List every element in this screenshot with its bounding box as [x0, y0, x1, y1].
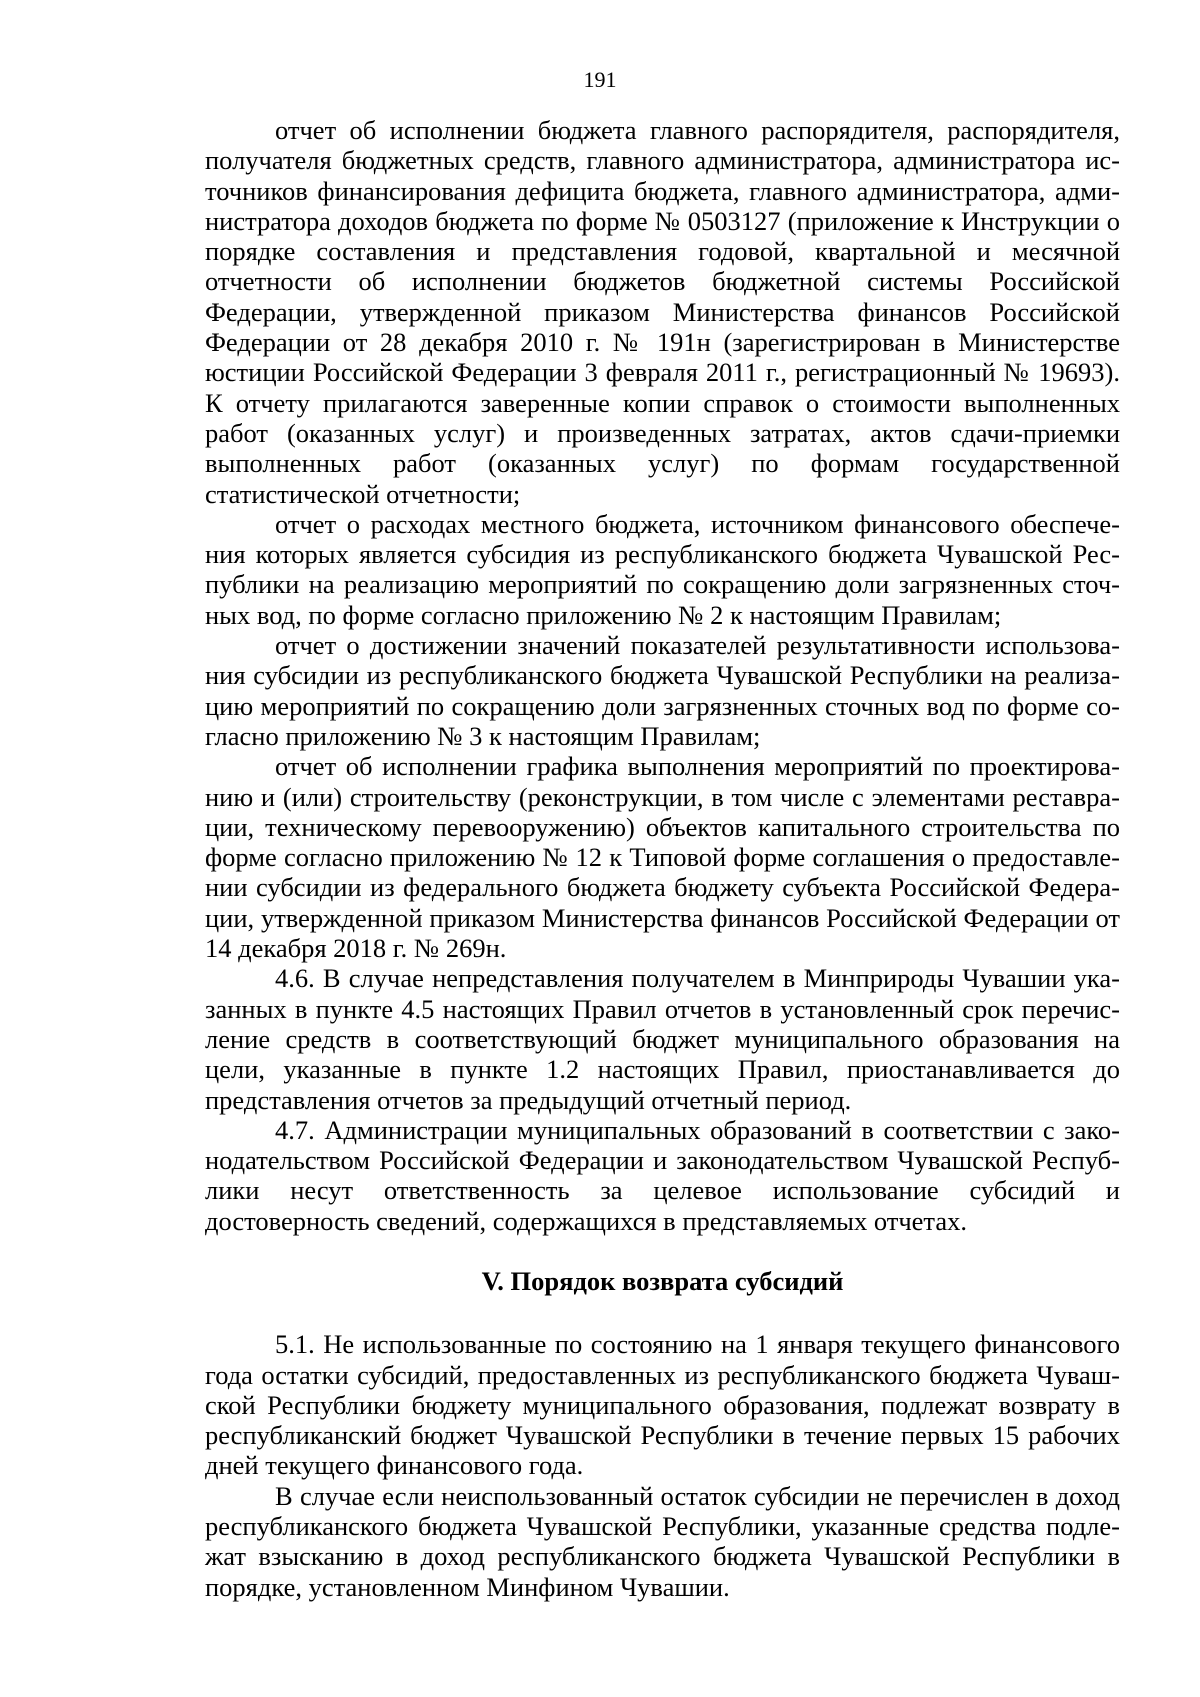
paragraph-report-schedule-execution: отчет об исполнении графика выполнения мероприятий по проектированию и (или) строительству (реконструкции, в том числе с элементами реставрации, техническому перевооружению) объектов капитального строительства по форме согласно приложению № 12 к Типовой форме соглашения о предоставлении субсидии из федерального бюджета бюджету субъекта Российской Федерации, утвержденной приказом Министерства финансов Российской Федерации от 14 декабря 2018 г. № 269н.: [205, 751, 1120, 964]
document-body: [205, 115, 1120, 1602]
paragraph-4-6: 4.6. В случае непредставления получателем в Минприроды Чувашии указанных в пункте 4.5 настоящих Правил отчетов в установленный срок перечисление средств в соответствующий бюджет муниципального образования на цели, указанные в пункте 1.2 настоящих Правил, приостанавливается до представления отчетов за предыдущий отчетный период.: [205, 963, 1120, 1115]
page-number: 191: [583, 67, 617, 92]
paragraph-unused-balance: В случае если неиспользованный остаток субсидии не перечислен в доход республиканского бюджета Чувашской Республики, указанные средства подлежат взысканию в доход республиканского бюджета Чувашской Республики в порядке, установленном Минфином Чувашии.: [205, 1480, 1120, 1602]
paragraph-report-performance-indicators: отчет о достижении значений показателей результативности использования субсидии из республиканского бюджета Чувашской Республики на реализацию мероприятий по сокращению доли загрязненных сточных вод по форме согласно приложению № 3 к настоящим Правилам;: [205, 630, 1120, 751]
paragraph-report-local-expenses: отчет о расходах местного бюджета, источником финансового обеспечения которых является субсидия из республиканского бюджета Чувашской Республики на реализацию мероприятий по сокращению доли загрязненных сточных вод, по форме согласно приложению № 2 к настоящим Правилам;: [205, 508, 1120, 630]
paragraph-4-7: 4.7. Администрации муниципальных образований в соответствии с законодательством Российской Федерации и законодательством Чувашской Республики несут ответственность за целевое использование субсидий и достоверность сведений, содержащихся в представляемых отчетах.: [205, 1114, 1120, 1236]
paragraph-report-budget-execution: отчет об исполнении бюджета главного распорядителя, распорядителя, получателя бюджетных средств, главного администратора, администратора источников финансирования дефицита бюджета, главного администратора, администратора доходов бюджета по форме № 0503127 (приложение к Инструкции о порядке составления и представления годовой, квартальной и месячной отчетности об исполнении бюджетов бюджетной системы Российской Федерации, утвержденной приказом Министерства финансов Российской Федерации от 28 декабря 2010 г. № 191н (зарегистрирован в Министерстве юстиции Российской Федерации 3 февраля 2011 г., регистрационный № 19693). К отчету прилагаются заверенные копии справок о стоимости выполненных работ (оказанных услуг) и произведенных затратах, актов сдачи-приемки выполненных работ (оказанных услуг) по формам государственной статистической отчетности;: [205, 115, 1120, 509]
section-heading: V. Порядок возврата субсидий: [481, 1265, 844, 1296]
paragraph-5-1: 5.1. Не использованные по состоянию на 1 января текущего финансового года остатки субсидий, предоставленных из республиканского бюджета Чувашской Республики бюджету муниципального образования, подлежат возврату в республиканский бюджет Чувашской Республики в течение первых 15 рабочих дней текущего финансового года.: [205, 1329, 1120, 1481]
